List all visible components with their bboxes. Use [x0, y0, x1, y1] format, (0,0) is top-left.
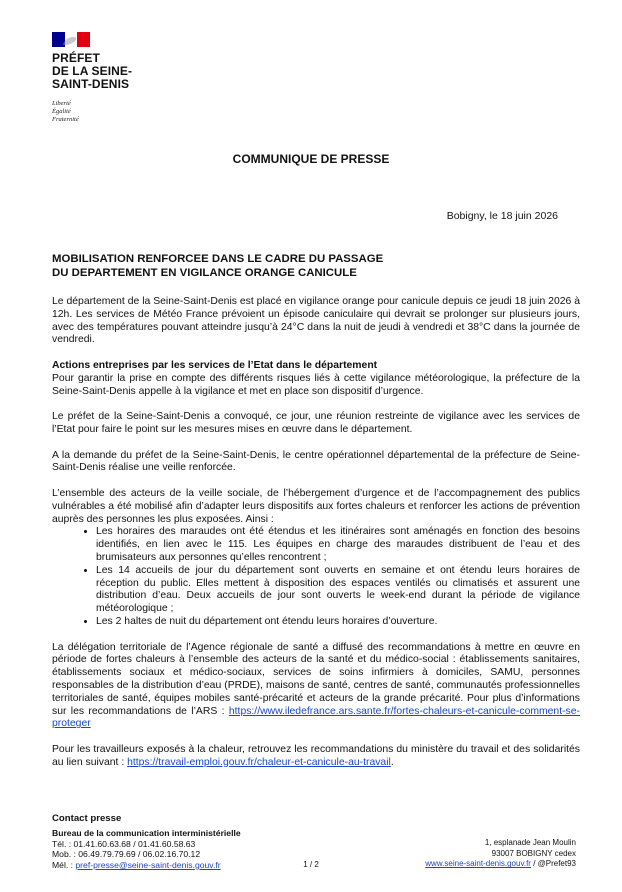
- mel-label: Mél. :: [52, 859, 76, 870]
- acteurs-paragraph: L’ensemble des acteurs de la veille sociale, de l’hébergement d’urgence et de l’accompagnement des publics vulnérables a été mobilisé afin d’adapter leurs dispositifs aux fortes chaleurs et renforcer les actions de prévention auprès des personnes les plus exposées. Ainsi :: [52, 487, 580, 525]
- section-subheading: Actions entreprises par les services de l’Etat dans le département: [52, 359, 378, 371]
- web-line: [425, 859, 576, 870]
- contact-bureau: Bureau de la communication interministérielle: [52, 828, 241, 838]
- twitter-handle: / @Prefet93: [530, 859, 576, 869]
- mel-link[interactable]: pref-presse@seine-saint-denis.gouv.fr: [75, 859, 221, 870]
- intro-paragraph: Le département de la Seine-Saint-Denis est placé en vigilance orange pour canicule depuis ce jeudi 18 juin 2026 à 12h. Les services de Météo France prévoient un épisode caniculaire qui devrait se prolonger sur plusieurs jours, avec des températures pouvant atteindre jusqu’à 24°C dans la nuit de jeudi à vendredi et 38°C dans la journée de vendredi.: [52, 296, 580, 346]
- motto-liberte: Liberté: [52, 100, 71, 107]
- page-number: 1 / 2: [303, 860, 319, 869]
- address-line-2: 93007 BOBIGNY cedex: [491, 848, 576, 858]
- travail-text: Pour les travailleurs exposés à la chaleur, retrouvez les recommandations du ministère du travail et des solidarités au lien suivant :: [52, 743, 580, 768]
- motto-egalite: Égalité: [52, 108, 71, 115]
- contact-title: Contact presse: [52, 813, 122, 824]
- ars-link[interactable]: https://www.iledefrance.ars.sante.fr/fortes-chaleurs-et-canicule-comment-se-proteger: [52, 705, 580, 730]
- cod-paragraph: A la demande du préfet de la Seine-Saint-Denis, le centre opérationnel départemental de la préfecture de Seine-Saint-Denis réalise une veille renforcée.: [52, 449, 580, 474]
- marianne-flag-logo: [52, 32, 90, 47]
- prefecture-name: [52, 52, 132, 91]
- headline: [52, 252, 572, 280]
- travail-end: .: [390, 756, 394, 768]
- contact-mob: Mob. : 06.49.79.79.69 / 06.02.16.70.12: [52, 849, 201, 860]
- measures-list: [52, 526, 580, 628]
- reunion-paragraph: Le préfet de la Seine-Saint-Denis a convoqué, ce jour, une réunion restreinte de vigilance avec les services de l’Etat pour faire le point sur les mesures mises en œuvre dans le département.: [52, 411, 580, 435]
- brand-line-1: PRÉFET: [52, 51, 100, 65]
- brand-line-2: DE LA SEINE-: [52, 64, 133, 78]
- ars-paragraph: [52, 642, 580, 732]
- body-text: [52, 296, 580, 782]
- headline-line-2: DU DEPARTEMENT EN VIGILANCE ORANGE CANICULE: [52, 267, 357, 279]
- dateline: Bobigny, le 18 juin 2026: [446, 210, 558, 222]
- vigilance-paragraph: Pour garantir la prise en compte des différents risques liés à cette vigilance météorologique, la préfecture de la Seine-Saint-Denis appelle à la vigilance et met en place son dispositif d’urgence.: [52, 372, 580, 397]
- contact-tel: Tél. : 01.41.60.63.68 / 01.41.60.58.63: [52, 838, 196, 849]
- address-line-1: 1, esplanade Jean Moulin: [484, 838, 576, 847]
- list-item: • Les 2 haltes de nuit du département ont étendu leurs horaires d’ouverture.: [96, 616, 580, 629]
- travail-link[interactable]: https://travail-emploi.gouv.fr/chaleur-et-canicule-au-travail: [127, 756, 391, 768]
- list-item: • Les horaires des maraudes ont été étendus et les itinéraires sont aménagés en fonction des besoins identifiés, en lien avec le 115. Les équipes en charge des maraudes distribuent de l’eau et des brumisateurs aux personnes qu’elles rencontrent ;: [96, 526, 580, 564]
- motto-fraternite: Fraternité: [52, 116, 79, 123]
- headline-line-1: MOBILISATION RENFORCEE DANS LE CADRE DU PASSAGE: [52, 253, 384, 265]
- website-link[interactable]: www.seine-saint-denis.gouv.fr: [425, 859, 531, 869]
- ars-text: La délégation territoriale de l’Agence régionale de santé a diffusé des recommandations à mettre en œuvre en période de fortes chaleurs à l’ensemble des acteurs de la santé et du médico-social : établissements sanitaires, établissements sociaux et médico-sociaux, services de soins infirmiers à domiciles, SAMU, personnes responsables de la distribution d’eau (PRDE), maisons de santé, centres de santé, communautés professionnelles territoriales de santé, équipes mobiles santé-précarité et acteurs de la grande précarité. Pour plus d’informations sur les recommandations de l’ARS :: [52, 641, 580, 717]
- republic-motto: [52, 100, 79, 124]
- address-block: [425, 838, 576, 870]
- list-item: • Les 14 accueils de jour du département sont ouverts en semaine et ont étendu leurs horaires de réception du public. Elles mettent à disposition des espaces ventilés ou climatisés et assurent une distribution d’eau. Deux accueils de jour sont ouverts le week-end durant la période de vigilance météorologique ;: [96, 565, 580, 616]
- travail-paragraph: [52, 744, 580, 770]
- document-type-title: COMMUNIQUE DE PRESSE: [232, 152, 390, 166]
- brand-line-3: SAINT-DENIS: [52, 77, 130, 91]
